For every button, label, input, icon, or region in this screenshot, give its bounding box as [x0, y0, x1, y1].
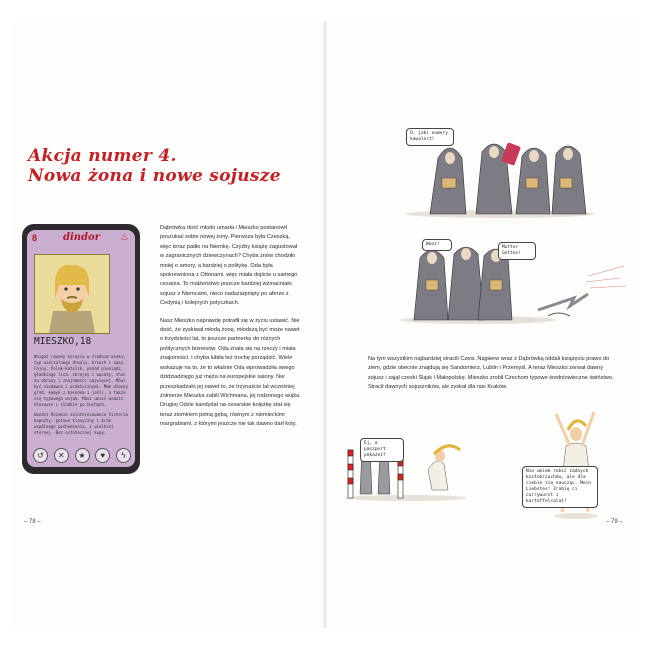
- right-paragraph: Na tym wszystkim najbardziej stracili Czesi. Najpierw wraz z Dąbrówką oddali książęciu prawo do ziem, gdzie obecnie znajdują się Sandomierz, Lublin i Przemyśl. A teraz Mieszko zerwał dawny sojusz i zajął czeski Śląsk i Małopolskę. Mieszko zrobił Czechom typowe średniowieczne świństwo. Stracił dawnych sojuszników, ale zyskał dla nas Kraków.: [368, 356, 614, 391]
- app-name: dindor: [63, 232, 100, 243]
- right-page-number: – 79 –: [606, 519, 623, 525]
- profile-photo: [34, 254, 110, 334]
- speech-bubble-3: Mutter Gottes!: [498, 242, 536, 260]
- app-header: [27, 230, 135, 250]
- left-text-column: [160, 224, 302, 438]
- profile-name: MIESZKO,18: [34, 336, 92, 347]
- heart-icon[interactable]: ♥: [95, 448, 110, 463]
- rewind-icon[interactable]: ↺: [33, 448, 48, 463]
- profile-bio-1: Wnigaż rawany księcia w średnim wieku, typ wierzalnego drwala, brzuch i wąsy. Fajny, Polak-katolik, ponad pieniądz, gładkiego lica, skrojny i wąsaty, choć na obrazy i znajomości najwięcej. Mówi być niedawno i praktycznymi. Mam własny gród, kamyk z basenem i jeśli, a także się typowego wojak. Masz umieć wodzić kłusowce i slodkie po buchach.: [34, 354, 128, 407]
- speech-bubble-1: O, jaki numery kawalerz!: [406, 128, 454, 146]
- star-icon[interactable]: ★: [75, 448, 90, 463]
- chapter-heading: [28, 146, 281, 186]
- heading-line-2: Nowa żona i nowe sojusze: [28, 166, 281, 186]
- mieszko-portrait: [35, 255, 109, 333]
- speech-bubble-4: Ej, a paszport pokażeż?: [360, 438, 404, 462]
- speech-bubble-5: Nie umiem robić żadnych kozłobrzuchów, ale dla ciebie się naucząc. Mein Liebstes! Zrobię ci currywurst i kartoffelsalat!: [522, 466, 598, 508]
- close-icon[interactable]: ✕: [54, 448, 69, 463]
- phone-illustration: [22, 224, 140, 474]
- heading-line-1: Akcja numer 4.: [28, 146, 177, 166]
- left-paragraph-2: Nasz Mieszko naprawdę potrafił się w życiu ustawić. Nie dość, że zyskiwał młodą żonę, młodszą być może nawet o trzydzieści lat, to jeszcze partnerkę do różnych politycznych biznesów. Oda znała się na rzeczy i miała znajomości. I chyba lubiła też trochę porządzić. Wiele wskazuje na to, że to właśnie Oda wprowadziła swego dzidziadzięgo już męża na europejskie salony. Nie przeszkadzało jej nawet to, że trzynaście lat wcześniej żołnierze Mieszka zabili Wichmana, jej rodzonego wujka. Drugiej Odzie kandydat na cesarskie kolężkę stał się teraz ziomkiem pełną gębą, równym z niemieckimi margrabiami, z którymi jeszcze nie tak dawno darł koty.: [160, 317, 301, 428]
- left-paragraph-1: Dąbrówka dość młodo umarła i Mieszko postanowił poszukać sobie nowej żony. Pierwsza była Czeszką, więc teraz padło na Niemkę. Czyżby książę zagustował w zagranicznych dziewczynach? Chyba znów chodziło mniej o amory, a bardziej o politykę. Oda była spokrewniona z Ottonami, więc miała dojście u samego cesarza. To małżeństwo jeszcze bardziej wzmacniało sojusz z Niemcami, nieco nadszarpnięty po aferze z Cedynią i kolejnych potyczkach.: [160, 225, 298, 307]
- dating-profile-card: [27, 230, 135, 467]
- profile-number: 8: [32, 233, 38, 243]
- speech-bubble-2: Wooz!: [422, 239, 452, 251]
- left-page-number: – 78 –: [24, 519, 41, 525]
- profile-bio: [34, 354, 132, 440]
- flame-icon: ♨: [120, 232, 129, 243]
- profile-action-row: [33, 448, 131, 462]
- lightning-icon[interactable]: ϟ: [116, 448, 131, 463]
- right-text-column: [368, 355, 618, 401]
- profile-bio-2: Uwodzi Rzimnie zainteresowanie historia kapuzty, gotowe klasyczny i brak wspólnego pochodzenia, z wielkiej sternej. Bez ostatecznej kupy.: [34, 412, 128, 435]
- book-gutter: [323, 22, 327, 628]
